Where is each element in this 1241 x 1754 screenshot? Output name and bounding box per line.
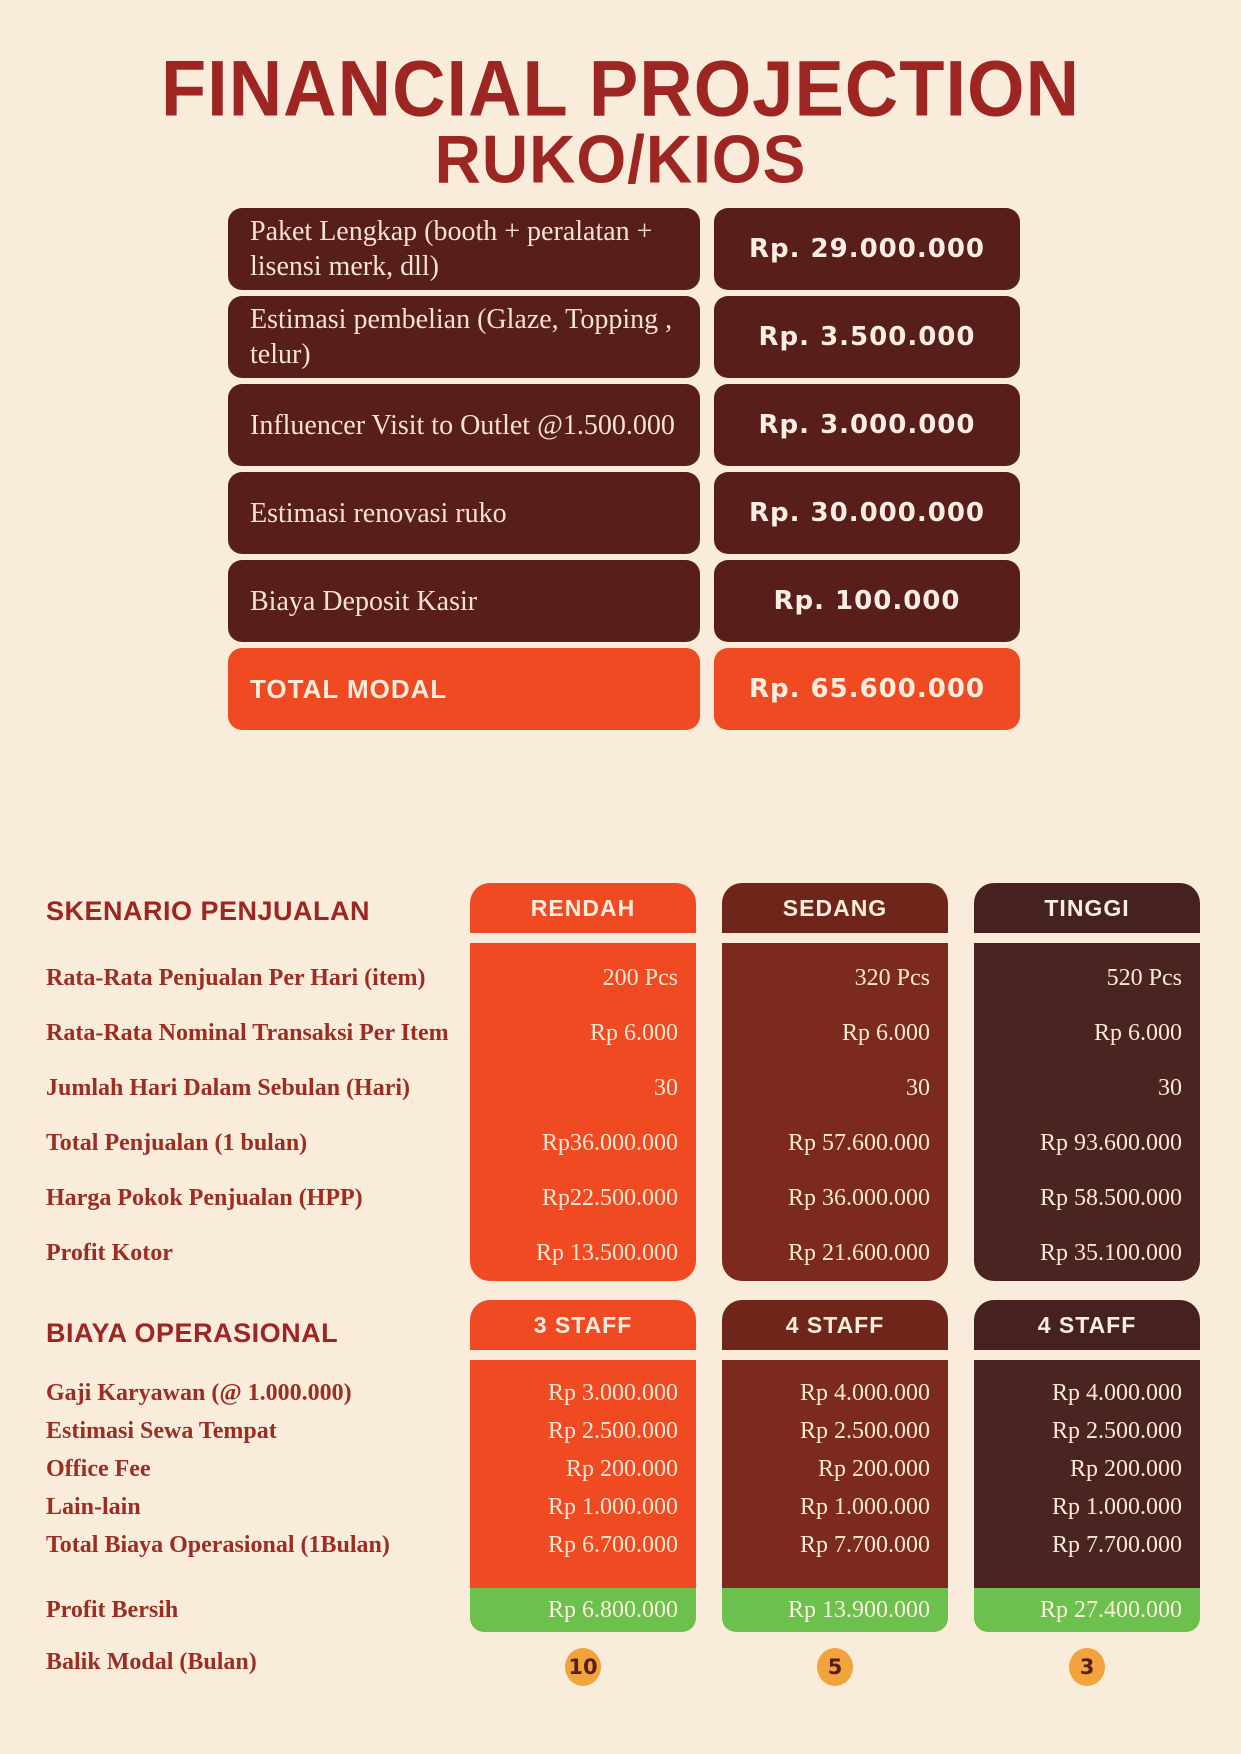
table-row: [228, 560, 1020, 642]
table-row: [228, 296, 1020, 378]
operational-row-labels: [46, 1360, 466, 1564]
column-header-tinggi: TINGGI: [974, 883, 1200, 933]
scenario-row-label: Total Penjualan (1 bulan): [46, 1130, 308, 1156]
balik-modal-badge: 10: [565, 1648, 601, 1686]
operational-value-cell: Rp 7.700.000: [1051, 1531, 1182, 1558]
table-row: [228, 384, 1020, 466]
scenario-row-label: Rata-Rata Nominal Transaksi Per Item: [46, 1020, 449, 1046]
column-header-sedang: SEDANG: [722, 883, 948, 933]
balik-modal-badge: 3: [1069, 1648, 1105, 1686]
operational-column-4-staff: [722, 1360, 948, 1588]
scenario-value-cell: Rp 6.000: [1093, 1020, 1182, 1046]
operational-row-label: Total Biaya Operasional (1Bulan): [46, 1531, 390, 1558]
page-title-subline: RUKO/KIOS: [434, 120, 807, 198]
column-header-4-staff: 4 STAFF: [722, 1300, 948, 1350]
profit-bersih-label: Profit Bersih: [46, 1596, 179, 1623]
operational-value-cell: Rp 6.700.000: [547, 1531, 678, 1558]
scenario-value-cell: Rp 6.000: [841, 1020, 930, 1046]
balik-modal-badge: 5: [817, 1648, 853, 1686]
scenario-value-cell: Rp 21.600.000: [787, 1240, 930, 1266]
operational-value-cell: Rp 7.700.000: [799, 1531, 930, 1558]
capital-row-value: Rp. 30.000.000: [714, 472, 1020, 554]
table-row: [228, 208, 1020, 290]
scenario-value-cell: Rp 58.500.000: [1039, 1185, 1182, 1211]
capital-cost-table: [228, 208, 1020, 730]
operational-row-label: Gaji Karyawan (@ 1.000.000): [46, 1379, 352, 1406]
scenario-row-label: Rata-Rata Penjualan Per Hari (item): [46, 965, 426, 991]
scenario-value-cell: Rp 93.600.000: [1039, 1130, 1182, 1156]
scenario-value-cell: 30: [654, 1075, 678, 1101]
scenario-column-rendah: [470, 943, 696, 1281]
operational-value-cell: Rp 4.000.000: [799, 1379, 930, 1406]
section-title-biaya-operasional: BIAYA OPERASIONAL: [46, 1318, 339, 1348]
balik-modal-label: Balik Modal (Bulan): [46, 1648, 257, 1675]
capital-row-label: Paket Lengkap (booth + peralatan + lisensi merk, dll): [228, 208, 700, 290]
table-row: [228, 472, 1020, 554]
capital-row-label: Estimasi renovasi ruko: [228, 472, 700, 554]
scenario-value-cell: Rp36.000.000: [541, 1130, 678, 1156]
capital-row-label: Influencer Visit to Outlet @1.500.000: [228, 384, 700, 466]
operational-row-label: Office Fee: [46, 1455, 151, 1482]
scenario-value-cell: Rp 57.600.000: [787, 1130, 930, 1156]
scenario-value-cell: Rp 13.500.000: [535, 1240, 678, 1266]
capital-row-value: Rp. 29.000.000: [714, 208, 1020, 290]
scenario-value-cell: Rp 35.100.000: [1039, 1240, 1182, 1266]
scenario-value-cell: 30: [906, 1075, 930, 1101]
column-header-4-staff: 4 STAFF: [974, 1300, 1200, 1350]
scenario-value-cell: 320 Pcs: [854, 965, 930, 991]
scenario-value-cell: 520 Pcs: [1106, 965, 1182, 991]
profit-bersih-cell: Rp 6.800.000: [470, 1588, 696, 1632]
operational-value-cell: Rp 1.000.000: [1051, 1493, 1182, 1520]
operational-column-4-staff-high: [974, 1360, 1200, 1588]
profit-bersih-cell: Rp 13.900.000: [722, 1588, 948, 1632]
operational-value-cell: Rp 2.500.000: [547, 1417, 678, 1444]
operational-value-cell: Rp 1.000.000: [799, 1493, 930, 1520]
scenario-value-cell: Rp 36.000.000: [787, 1185, 930, 1211]
operational-value-cell: Rp 200.000: [817, 1455, 930, 1482]
operational-value-cell: Rp 4.000.000: [1051, 1379, 1182, 1406]
total-modal-value: Rp. 65.600.000: [714, 648, 1020, 730]
operational-row-label: Lain-lain: [46, 1493, 141, 1520]
scenario-row-labels: [46, 943, 466, 1281]
section-title-skenario-penjualan: SKENARIO PENJUALAN: [46, 896, 371, 926]
operational-row-label: Estimasi Sewa Tempat: [46, 1417, 277, 1444]
scenario-value-cell: 30: [1158, 1075, 1182, 1101]
scenario-row-label: Harga Pokok Penjualan (HPP): [46, 1185, 363, 1211]
operational-value-cell: Rp 200.000: [1069, 1455, 1182, 1482]
capital-row-value: Rp. 100.000: [714, 560, 1020, 642]
operational-value-cell: Rp 3.000.000: [547, 1379, 678, 1406]
column-header-3-staff: 3 STAFF: [470, 1300, 696, 1350]
profit-bersih-cell: Rp 27.400.000: [974, 1588, 1200, 1632]
page-title: FINANCIAL PROJECTION: [160, 44, 1081, 133]
total-modal-row: [228, 648, 1020, 730]
operational-value-cell: Rp 2.500.000: [799, 1417, 930, 1444]
operational-value-cell: Rp 2.500.000: [1051, 1417, 1182, 1444]
scenario-value-cell: Rp 6.000: [589, 1020, 678, 1046]
scenario-row-label: Jumlah Hari Dalam Sebulan (Hari): [46, 1075, 411, 1101]
scenario-row-label: Profit Kotor: [46, 1240, 173, 1266]
capital-row-value: Rp. 3.000.000: [714, 384, 1020, 466]
total-modal-label: TOTAL MODAL: [228, 648, 700, 730]
capital-row-value: Rp. 3.500.000: [714, 296, 1020, 378]
capital-row-label: Estimasi pembelian (Glaze, Topping , telur): [228, 296, 700, 378]
scenario-value-cell: Rp22.500.000: [541, 1185, 678, 1211]
scenario-column-sedang: [722, 943, 948, 1281]
operational-column-3-staff: [470, 1360, 696, 1588]
scenario-value-cell: 200 Pcs: [602, 965, 678, 991]
capital-row-label: Biaya Deposit Kasir: [228, 560, 700, 642]
operational-value-cell: Rp 200.000: [565, 1455, 678, 1482]
scenario-column-tinggi: [974, 943, 1200, 1281]
operational-value-cell: Rp 1.000.000: [547, 1493, 678, 1520]
column-header-rendah: RENDAH: [470, 883, 696, 933]
